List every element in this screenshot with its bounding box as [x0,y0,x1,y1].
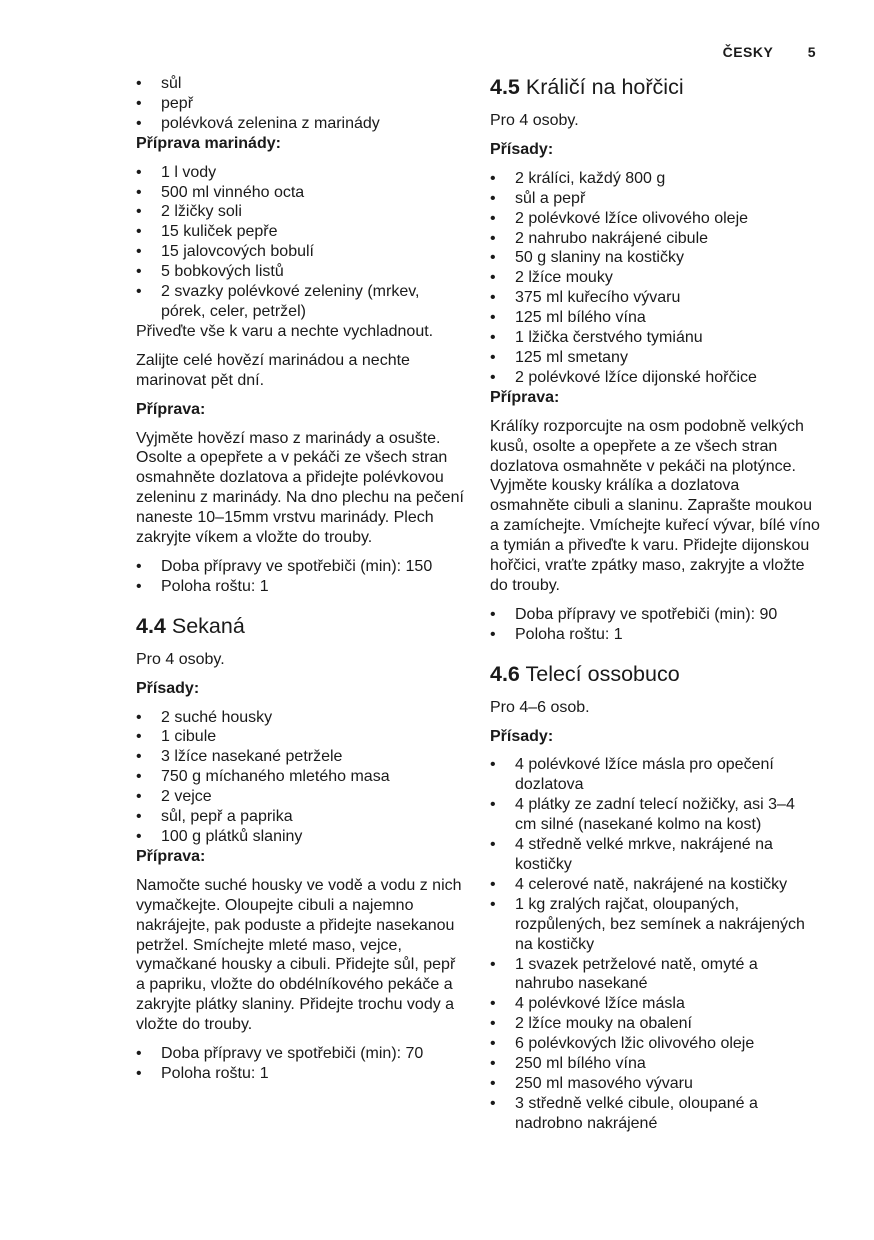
list-item: • 2 polévkové lžíce olivového oleje [490,209,820,229]
list-item: • 500 ml vinného octa [136,183,466,203]
list-item: • 3 lžíce nasekané petržele [136,747,466,767]
prep-heading: Příprava: [136,400,206,418]
section-name: Telecí ossobuco [525,661,680,686]
prep-paragraph: Vyjměte hovězí maso z marinády a osušte. Osolte a opepřete a v pekáči ze všech stran osmahněte dozlatova a přidejte polévkovou zeleninu z marinády. Na dno plechu na pečení naneste 10–15mm vrstvu marinády. Plech zakryjte víkem a vložte do trouby. [136,429,464,547]
list-item: • 2 králíci, každý 800 g [490,169,820,189]
marinade-paragraph: Zalijte celé hovězí marinádou a nechte marinovat pět dní. [136,351,410,389]
section-name: Sekaná [171,613,245,638]
list-item: • sůl, pepř a paprika [136,807,466,827]
list-item: • 15 jalovcových bobulí [136,242,466,262]
prep-heading: Příprava: [490,388,560,406]
section-number: 4.4 [136,613,166,638]
left-column [136,74,466,1084]
list-item: • 4 celerové natě, nakrájené na kostičky [490,875,820,895]
list-item: • 1 lžička čerstvého tymiánu [490,328,820,348]
language-label: ČESKY [722,44,774,60]
prep-paragraph: Králíky rozporcujte na osm podobně velkých kusů, osolte a opepřete a ze všech stran dozlatova osmahněte v pekáči na plotýnce. Vyjměte kousky králíka a dozlatova osmahněte cibuli a slaninu. Zaprašte moukou a zamíchejte. Vmíchejte kuřecí vývar, bílé víno a tymián a přiveďte k varu. Přidejte dijonskou hořčici, vraťte zpátky maso, zakryjte a vložte do trouby. [490,417,820,594]
list-item: • 2 svazky polévkové zeleniny (mrkev, pórek, celer, petržel) [136,282,466,322]
list-item: • 50 g slaniny na kostičky [490,248,820,268]
list-item: • Poloha roštu: 1 [136,577,466,597]
list-item: • 2 lžičky soli [136,202,466,222]
list-item: • 4 polévkové lžíce másla [490,994,820,1014]
prep-heading: Příprava: [136,847,206,865]
list-item: • Poloha roštu: 1 [136,1064,466,1084]
section-name: Králičí na hořčici [525,75,684,99]
list-item: • 4 středně velké mrkve, nakrájené na kostičky [490,835,820,875]
list-item: • 1 svazek petrželové natě, omyté a nahrubo nasekané [490,955,820,995]
marinade-ingredient-list [136,163,466,322]
section-title-4-6 [490,661,820,687]
list-item: • 2 nahrubo nakrájené cibule [490,229,820,249]
list-item: • 2 polévkové lžíce dijonské hořčice [490,368,820,388]
right-column [490,74,820,1134]
prep-paragraph: Namočte suché housky ve vodě a vodu z nich vymačkejte. Oloupejte cibuli a najemno nakrájejte, pak poduste a přidejte nasekanou petržel. Smíchejte mleté maso, vejce, vymačkané housky a cibuli. Přidejte sůl, pepř a papriku, vložte do obdélníkového pekáče a zakryjte plátky slaniny. Přidejte trochu vody a vložte do trouby. [136,876,462,1034]
section-title-4-4 [136,613,466,639]
list-item: • Poloha roštu: 1 [490,625,820,645]
prep-info-list [136,557,466,597]
ingredient-list [490,755,820,1133]
list-item: • pepř [136,94,466,114]
list-item: • 2 suché housky [136,708,466,728]
ingredient-list [136,708,466,847]
prep-info-list [136,1044,466,1084]
top-ingredient-list [136,74,466,134]
ingredients-heading: Přísady: [490,140,554,158]
list-item: • sůl [136,74,466,94]
list-item: • polévková zelenina z marinády [136,114,466,134]
servings: Pro 4 osoby. [490,112,579,129]
page-header [723,44,816,60]
list-item: • Doba přípravy ve spotřebiči (min): 90 [490,605,820,625]
list-item: • 2 vejce [136,787,466,807]
list-item: • 2 lžíce mouky na obalení [490,1014,820,1034]
list-item: • sůl a pepř [490,189,820,209]
ingredients-heading: Přísady: [136,679,200,697]
list-item: • 125 ml bílého vína [490,308,820,328]
list-item: • 5 bobkových listů [136,262,466,282]
ingredient-list [490,169,820,388]
list-item: • 100 g plátků slaniny [136,827,466,847]
list-item: • 1 kg zralých rajčat, oloupaných, rozpůlených, bez semínek a nakrájených na kostičky [490,895,820,955]
list-item: • Doba přípravy ve spotřebiči (min): 70 [136,1044,466,1064]
list-item: • 125 ml smetany [490,348,820,368]
list-item: • Doba přípravy ve spotřebiči (min): 150 [136,557,466,577]
section-number: 4.5 [490,75,520,99]
list-item: • 250 ml masového vývaru [490,1074,820,1094]
section-number: 4.6 [490,661,520,686]
ingredients-heading: Přísady: [490,727,554,745]
list-item: • 6 polévkových lžic olivového oleje [490,1034,820,1054]
marinade-heading: Příprava marinády: [136,134,281,152]
list-item: • 4 polévkové lžíce másla pro opečení dozlatova [490,755,820,795]
marinade-paragraph: Přiveďte vše k varu a nechte vychladnout. [136,322,434,340]
list-item: • 1 cibule [136,727,466,747]
list-item: • 4 plátky ze zadní telecí nožičky, asi 3–4 cm silné (nasekané kolmo na kost) [490,795,820,835]
list-item: • 375 ml kuřecího vývaru [490,288,820,308]
prep-info-list [490,605,820,645]
page-number: 5 [807,44,816,60]
list-item: • 15 kuliček pepře [136,222,466,242]
servings: Pro 4–6 osob. [490,698,590,716]
list-item: • 250 ml bílého vína [490,1054,820,1074]
list-item: • 750 g míchaného mletého masa [136,767,466,787]
section-title-4-5 [490,74,820,100]
list-item: • 2 lžíce mouky [490,268,820,288]
list-item: • 1 l vody [136,163,466,183]
list-item: • 3 středně velké cibule, oloupané a nadrobno nakrájené [490,1094,820,1134]
servings: Pro 4 osoby. [136,650,225,668]
